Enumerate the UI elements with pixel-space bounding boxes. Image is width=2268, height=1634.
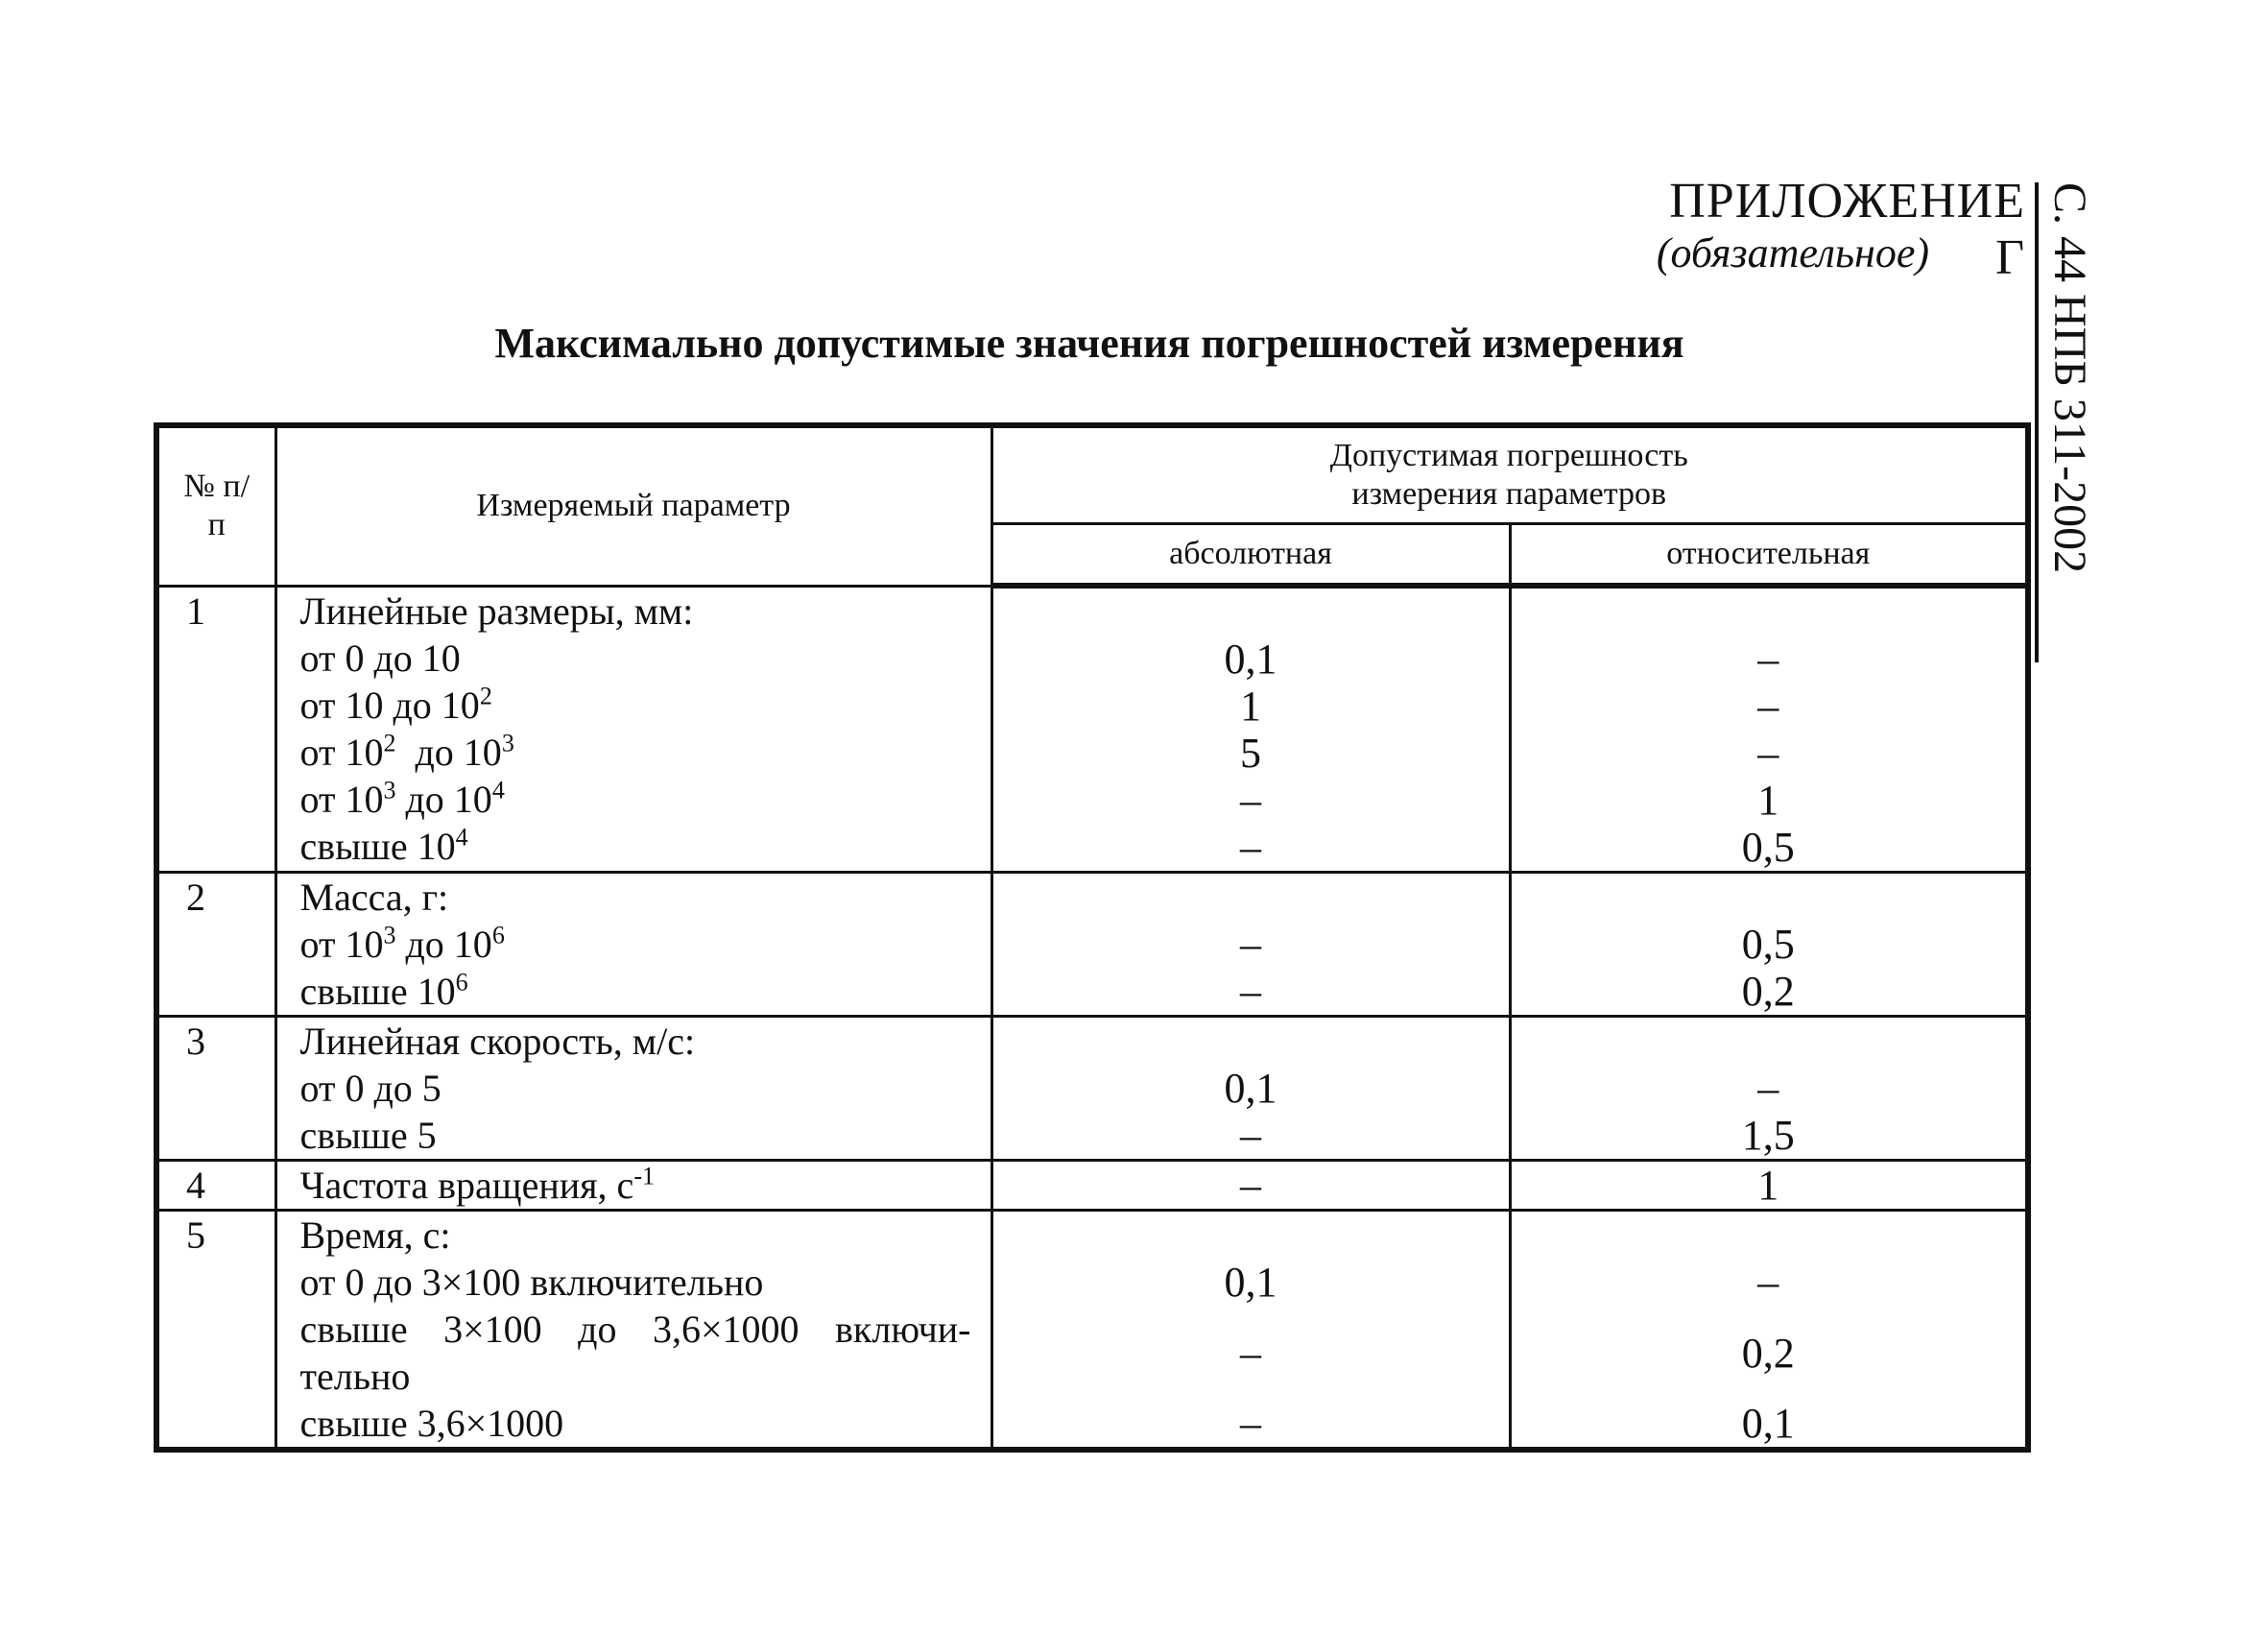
relative-value: –	[1757, 636, 1779, 683]
parameter-title: Линейные размеры, мм:	[299, 589, 694, 633]
parameter-cell	[275, 1017, 991, 1161]
header-error-group-label: Допустимая погрешность измерения параметров	[1329, 438, 1688, 512]
absolute-value: 1	[1240, 683, 1261, 730]
parameter-title: Масса, г:	[299, 876, 449, 919]
header-number	[156, 425, 275, 586]
relative-value: 0,5	[1741, 824, 1795, 871]
absolute-value: –	[1240, 968, 1261, 1015]
header-relative: относительная	[1510, 524, 2028, 587]
parameter-cell	[275, 873, 991, 1017]
parameter-range: от 0 до 5	[299, 1067, 442, 1110]
relative-cell	[1510, 1161, 2028, 1211]
relative-value: 0,2	[1741, 968, 1795, 1015]
row-number: 2	[156, 873, 275, 1017]
absolute-cell	[991, 873, 1510, 1017]
relative-value: –	[1757, 1259, 1779, 1306]
parameter-range: свыше $10^4$	[299, 823, 468, 868]
row-number: 5	[156, 1211, 275, 1451]
absolute-value: 0,1	[1224, 1065, 1277, 1112]
parameter-cell	[275, 1211, 991, 1451]
parameter-range: свыше 3×100 до 3,6×1000 включи-	[299, 1308, 971, 1351]
table-row	[156, 1161, 2028, 1211]
relative-value: 0,5	[1741, 921, 1795, 968]
row-number: 3	[156, 1017, 275, 1161]
row-number: 1	[156, 586, 275, 873]
relative-value: 1	[1757, 1162, 1779, 1209]
parameter-range: свыше 3,6×1000	[299, 1402, 564, 1445]
relative-value: 0,1	[1741, 1400, 1795, 1447]
parameter-cell	[275, 1161, 991, 1211]
table-row	[156, 1211, 2028, 1451]
relative-cell	[1510, 1017, 2028, 1161]
relative-cell	[1510, 586, 2028, 873]
absolute-value: –	[1240, 1112, 1261, 1159]
header-parameter: Измеряемый параметр	[275, 425, 991, 586]
measurement-error-table	[154, 422, 2031, 1453]
parameter-range: от 0 до 10	[299, 636, 461, 680]
relative-value: –	[1757, 683, 1779, 730]
table-row	[156, 1017, 2028, 1161]
absolute-value: –	[1240, 777, 1261, 824]
relative-value: 1,5	[1741, 1112, 1795, 1159]
relative-value: 0,2	[1741, 1329, 1795, 1377]
relative-value: –	[1757, 1065, 1779, 1112]
appendix-note: (обязательное)	[1656, 229, 1929, 276]
appendix-title: ПРИЛОЖЕНИЕ Г	[1669, 174, 2025, 285]
parameter-range: свыше $10^6$	[299, 968, 468, 1013]
absolute-value: 0,1	[1224, 636, 1277, 683]
table-title: Максимально допустимые значения погрешностей измерения	[494, 320, 1684, 367]
parameter-range: от $10^3$ до $10^6$	[299, 921, 505, 966]
relative-cell	[1510, 1211, 2028, 1451]
absolute-value: –	[1240, 824, 1261, 871]
absolute-value: 5	[1240, 730, 1261, 777]
absolute-value: 0,1	[1224, 1259, 1277, 1306]
table-row	[156, 586, 2028, 873]
page-reference: С. 44 НПБ 311-2002	[2035, 182, 2100, 662]
parameter-title: Время, с:	[299, 1213, 451, 1257]
parameter-title: Линейная скорость, м/с:	[299, 1020, 696, 1063]
relative-value: 1	[1757, 777, 1779, 824]
table-row	[156, 873, 2028, 1017]
parameter-title: Частота вращения, $с^{-1}$	[299, 1162, 655, 1207]
absolute-value: –	[1240, 1162, 1261, 1209]
absolute-value: –	[1240, 1400, 1261, 1447]
parameter-range: от $10^2$ до $10^3$	[299, 729, 514, 774]
parameter-range: от $10^3$ до $10^4$	[299, 776, 505, 821]
absolute-cell	[991, 1211, 1510, 1451]
parameter-cell	[275, 586, 991, 873]
absolute-cell	[991, 586, 1510, 873]
relative-cell	[1510, 873, 2028, 1017]
parameter-range: свыше 5	[299, 1114, 437, 1157]
parameter-range: от 10 до $10^2$	[299, 682, 492, 727]
relative-value: –	[1757, 730, 1779, 777]
parameter-range-continued: тельно	[299, 1355, 411, 1398]
parameter-range: от 0 до 3×100 включительно	[299, 1261, 764, 1304]
absolute-cell	[991, 1017, 1510, 1161]
absolute-value: –	[1240, 921, 1261, 968]
row-number: 4	[156, 1161, 275, 1211]
absolute-cell	[991, 1161, 1510, 1211]
header-absolute: абсолютная	[991, 524, 1510, 587]
header-error-group	[991, 425, 2028, 524]
header-number-label: № п/п	[183, 469, 251, 543]
absolute-value: –	[1240, 1329, 1261, 1377]
